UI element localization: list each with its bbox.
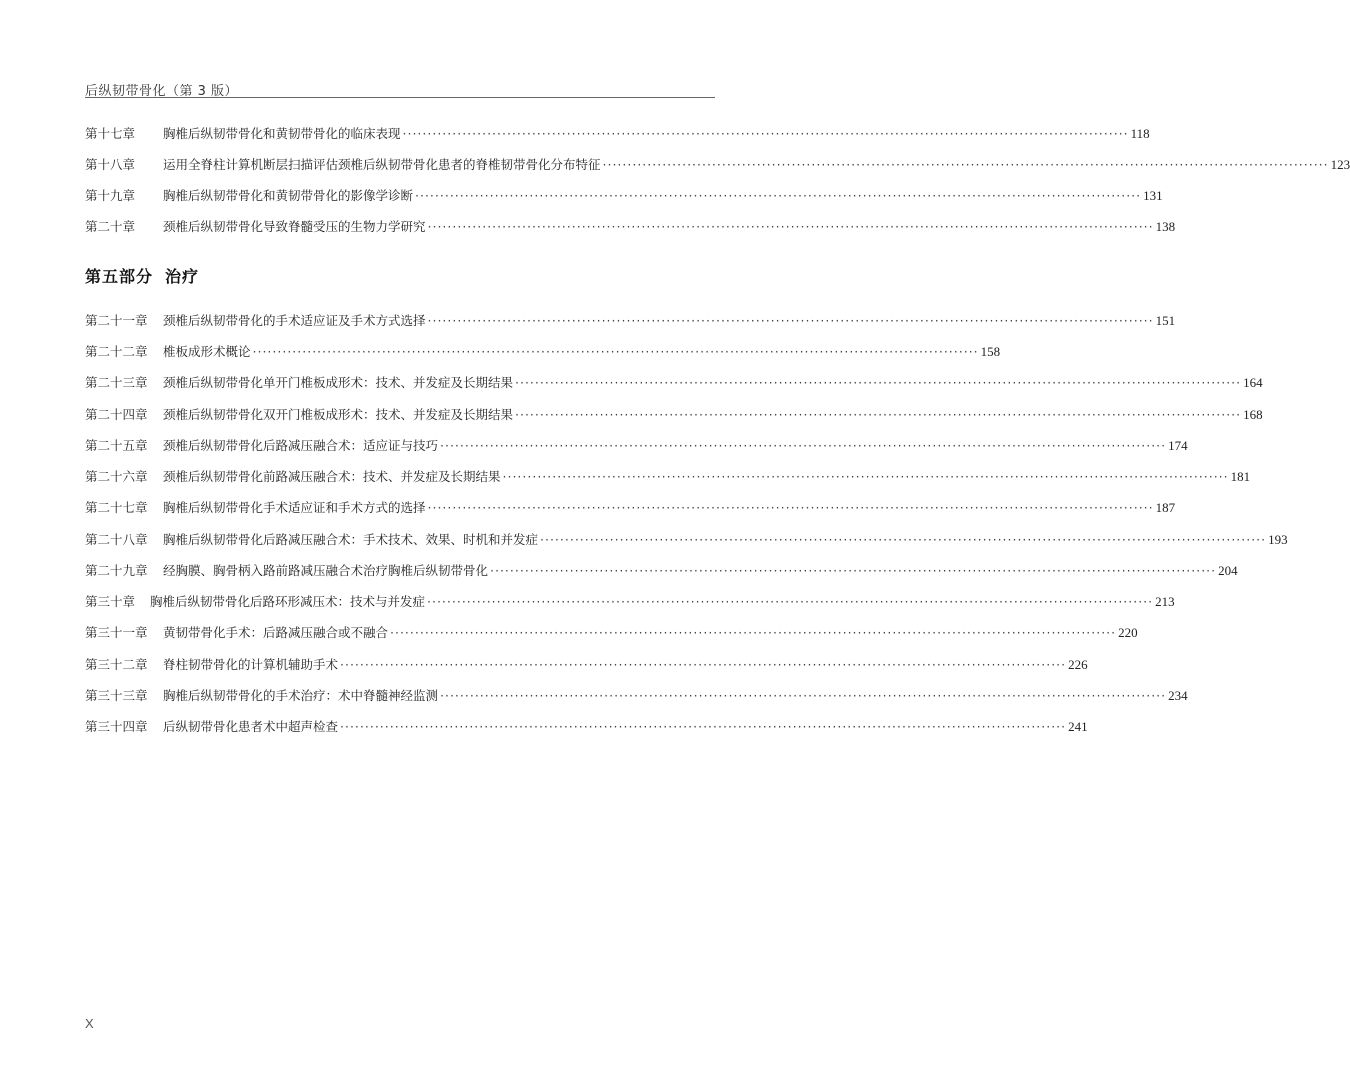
chapter-title: 经胸膜、胸骨柄入路前路减压融合术治疗胸椎后纵韧带骨化 bbox=[163, 563, 489, 578]
page-number: 204 bbox=[1218, 563, 1238, 578]
dot-leader: ·················································································································································· bbox=[427, 219, 1154, 234]
header-rule bbox=[85, 97, 715, 98]
page-number: 168 bbox=[1243, 407, 1263, 422]
chapter-number: 第二十五章 bbox=[85, 438, 148, 453]
chapter-title: 颈椎后纵韧带骨化双开门椎板成形术：技术、并发症及长期结果 bbox=[163, 407, 514, 422]
page-number: 187 bbox=[1155, 500, 1176, 515]
toc-entry bbox=[85, 623, 1138, 643]
page-number: 234 bbox=[1168, 688, 1188, 703]
dot-leader: ·················································································································································· bbox=[252, 344, 979, 359]
chapter-number: 第二十九章 bbox=[85, 563, 148, 578]
page-number: 131 bbox=[1143, 188, 1163, 203]
toc-entry bbox=[85, 155, 1350, 175]
chapter-title: 脊柱韧带骨化的计算机辅助手术 bbox=[163, 657, 339, 672]
dot-leader: ·················································································································································· bbox=[515, 375, 1242, 390]
chapter-number: 第三十一章 bbox=[85, 625, 148, 640]
dot-leader: ·················································································································································· bbox=[415, 188, 1142, 203]
toc-entry bbox=[85, 124, 1150, 144]
part-title: 治疗 bbox=[165, 267, 200, 286]
chapter-number: 第二十四章 bbox=[85, 407, 148, 422]
toc-entry bbox=[85, 717, 1088, 737]
dot-leader: ·················································································································································· bbox=[515, 407, 1242, 422]
toc-entry bbox=[85, 655, 1088, 675]
toc-entry bbox=[85, 342, 1001, 362]
page-number: 164 bbox=[1243, 375, 1263, 390]
dot-leader: ·················································································································································· bbox=[340, 719, 1067, 734]
toc-entry bbox=[85, 530, 1288, 550]
toc-entry bbox=[85, 311, 1176, 331]
toc-entry bbox=[85, 592, 1175, 612]
chapter-number: 第二十章 bbox=[85, 219, 136, 234]
chapter-number: 第三十四章 bbox=[85, 719, 148, 734]
chapter-title: 运用全脊柱计算机断层扫描评估颈椎后纵韧带骨化患者的脊椎韧带骨化分布特征 bbox=[163, 157, 601, 172]
part-heading bbox=[85, 264, 199, 287]
chapter-number: 第三十二章 bbox=[85, 657, 148, 672]
chapter-title: 胸椎后纵韧带骨化后路环形减压术：技术与并发症 bbox=[150, 594, 426, 609]
page-number: 193 bbox=[1268, 532, 1288, 547]
toc-entry bbox=[85, 373, 1263, 393]
chapter-number: 第二十八章 bbox=[85, 532, 148, 547]
page-folio: X bbox=[85, 1016, 94, 1031]
chapter-title: 胸椎后纵韧带骨化和黄韧带骨化的临床表现 bbox=[163, 126, 401, 141]
page-number: 241 bbox=[1068, 719, 1088, 734]
chapter-title: 胸椎后纵韧带骨化的手术治疗：术中脊髓神经监测 bbox=[163, 688, 439, 703]
chapter-title: 后纵韧带骨化患者术中超声检查 bbox=[163, 719, 339, 734]
page-number: 181 bbox=[1230, 469, 1251, 484]
dot-leader: ·················································································································································· bbox=[390, 625, 1117, 640]
page-number: 138 bbox=[1155, 219, 1176, 234]
chapter-title: 颈椎后纵韧带骨化前路减压融合术：技术、并发症及长期结果 bbox=[163, 469, 501, 484]
dot-leader: ·················································································································································· bbox=[427, 313, 1154, 328]
chapter-number: 第二十六章 bbox=[85, 469, 148, 484]
chapter-title: 椎板成形术概论 bbox=[163, 344, 251, 359]
page-number: 174 bbox=[1168, 438, 1188, 453]
dot-leader: ·················································································································································· bbox=[602, 157, 1329, 172]
chapter-title: 颈椎后纵韧带骨化的手术适应证及手术方式选择 bbox=[163, 313, 426, 328]
chapter-title: 颈椎后纵韧带骨化后路减压融合术：适应证与技巧 bbox=[163, 438, 439, 453]
toc-entry bbox=[85, 186, 1163, 206]
part-label: 第五部分 bbox=[85, 267, 154, 286]
chapter-number: 第二十二章 bbox=[85, 344, 148, 359]
dot-leader: ·················································································································································· bbox=[502, 469, 1229, 484]
dot-leader: ·················································································································································· bbox=[440, 438, 1167, 453]
chapter-title: 胸椎后纵韧带骨化手术适应证和手术方式的选择 bbox=[163, 500, 426, 515]
dot-leader: ·················································································································································· bbox=[440, 688, 1167, 703]
dot-leader: ·················································································································································· bbox=[402, 126, 1129, 141]
page-number: 213 bbox=[1155, 594, 1175, 609]
dot-leader: ·················································································································································· bbox=[427, 500, 1154, 515]
page-number: 220 bbox=[1118, 625, 1138, 640]
chapter-number: 第二十七章 bbox=[85, 500, 148, 515]
running-header: 后纵韧带骨化（第 3 版） bbox=[85, 84, 239, 99]
chapter-title: 胸椎后纵韧带骨化后路减压融合术：手术技术、效果、时机和并发症 bbox=[163, 532, 539, 547]
chapter-number: 第三十章 bbox=[85, 594, 136, 609]
dot-leader: ·················································································································································· bbox=[427, 594, 1154, 609]
chapter-title: 胸椎后纵韧带骨化和黄韧带骨化的影像学诊断 bbox=[163, 188, 414, 203]
page-number: 226 bbox=[1068, 657, 1088, 672]
toc-entry bbox=[85, 498, 1176, 518]
toc-entry bbox=[85, 405, 1263, 425]
toc-entry bbox=[85, 561, 1238, 581]
chapter-number: 第十八章 bbox=[85, 157, 136, 172]
toc-entry bbox=[85, 436, 1188, 456]
page-number: 118 bbox=[1130, 126, 1150, 141]
page-number: 151 bbox=[1155, 313, 1176, 328]
dot-leader: ·················································································································································· bbox=[540, 532, 1267, 547]
chapter-title: 黄韧带骨化手术：后路减压融合或不融合 bbox=[163, 625, 389, 640]
chapter-number: 第二十三章 bbox=[85, 375, 148, 390]
dot-leader: ·················································································································································· bbox=[490, 563, 1217, 578]
chapter-number: 第十九章 bbox=[85, 188, 136, 203]
toc-entry bbox=[85, 217, 1176, 237]
page-number: 123 bbox=[1330, 157, 1350, 172]
chapter-number: 第十七章 bbox=[85, 126, 136, 141]
toc-entry bbox=[85, 686, 1188, 706]
chapter-title: 颈椎后纵韧带骨化单开门椎板成形术：技术、并发症及长期结果 bbox=[163, 375, 514, 390]
chapter-title: 颈椎后纵韧带骨化导致脊髓受压的生物力学研究 bbox=[163, 219, 426, 234]
chapter-number: 第三十三章 bbox=[85, 688, 148, 703]
page-number: 158 bbox=[980, 344, 1001, 359]
chapter-number: 第二十一章 bbox=[85, 313, 148, 328]
toc-entry bbox=[85, 467, 1251, 487]
dot-leader: ·················································································································································· bbox=[340, 657, 1067, 672]
